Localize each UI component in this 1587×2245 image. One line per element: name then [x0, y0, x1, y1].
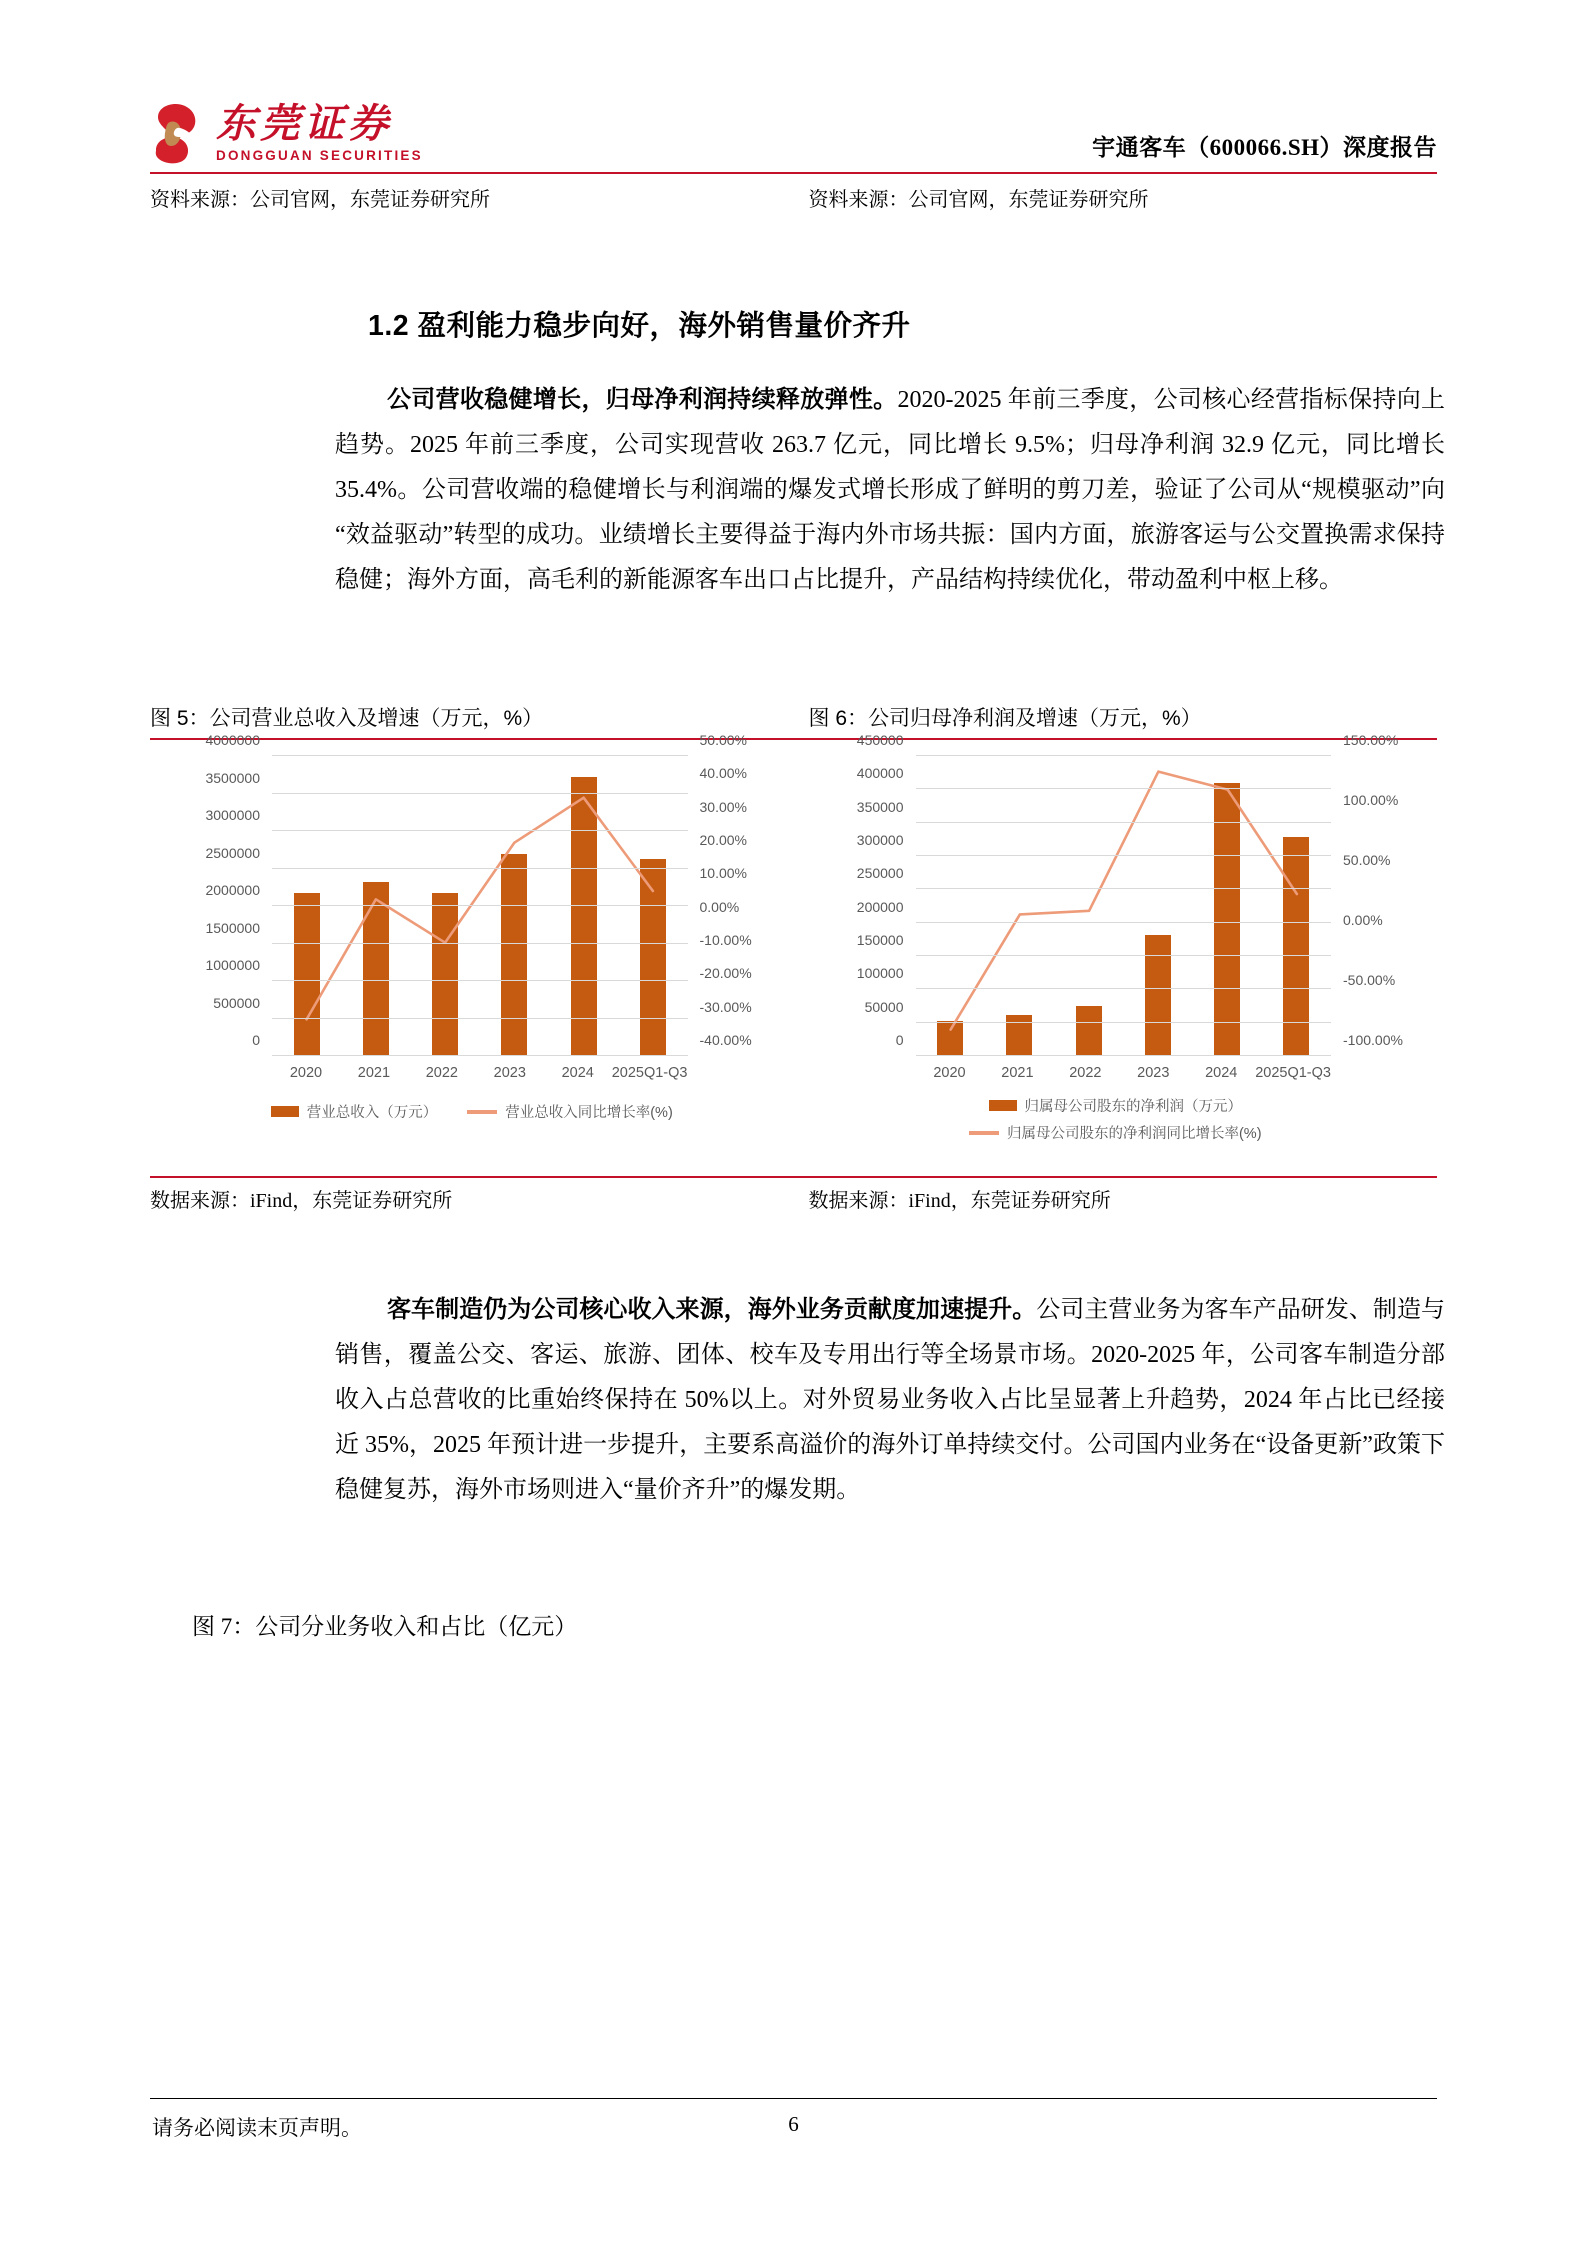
gridline	[916, 922, 1332, 923]
legend-item	[989, 1095, 1243, 1116]
gridline	[272, 980, 688, 981]
paragraph-revenue-profit	[335, 378, 1445, 603]
legend-item	[969, 1122, 1262, 1143]
page-header	[150, 62, 1437, 172]
y-axis-tick-right: -10.00%	[699, 932, 752, 948]
gridline	[272, 868, 688, 869]
top-source-row	[150, 183, 1437, 212]
y-axis-tick-left: 100000	[856, 965, 904, 982]
y-axis-tick-right: 20.00%	[699, 832, 747, 848]
x-axis-label: 2025Q1-Q3	[611, 1065, 688, 1081]
paragraph-business-mix	[335, 1288, 1445, 1513]
figure-6-legend	[808, 1081, 1424, 1143]
gridline	[272, 1018, 688, 1019]
gridline	[272, 793, 688, 794]
page-number: 6	[788, 2112, 799, 2136]
y-axis-tick-right: 0.00%	[699, 898, 740, 915]
y-axis-tick-left: 3000000	[205, 807, 260, 823]
figure-6-plot-area	[856, 732, 1403, 1056]
x-axis-label: 2024	[561, 1065, 594, 1081]
figure-7-caption: 图 7：公司分业务收入和占比（亿元）	[192, 1614, 578, 1639]
x-axis-label: 2022	[1069, 1065, 1102, 1081]
y-axis-tick-right: -100.00%	[1343, 1032, 1403, 1048]
logo-mark-icon	[150, 100, 204, 166]
gridline	[916, 1055, 1332, 1056]
figure-6-chart	[794, 732, 1438, 1176]
y-axis-tick-right: -30.00%	[699, 998, 752, 1015]
logo-text-cn: 东莞证券	[216, 101, 392, 146]
x-axis-label: 2021	[1001, 1065, 1034, 1081]
source-right: 资料来源：公司官网，东莞证券研究所	[808, 189, 1149, 211]
gridline	[916, 755, 1332, 756]
gridline	[272, 905, 688, 906]
footer-disclaimer: 请务必阅读末页声明。	[152, 2116, 362, 2140]
paragraph-2-body: 公司主营业务为客车产品研发、制造与销售，覆盖公交、客运、旅游、团体、校车及专用出行等全场景市场。2020-2025 年，公司客车制造分部收入占总营收的比重始终保持在 50%以上。对外贸易业务收入占比呈显著上升趋势，2024 年占比已经接近 35%，2025 年预计进一步提升，主要系高溢价的海外订单持续交付。公司国内业务在“设备更新”政策下稳健复苏，海外市场则进入“量价齐升”的爆发期。	[335, 1297, 1446, 1503]
y-axis-tick-left: 450000	[856, 732, 904, 748]
figure-6-line-series	[916, 756, 1332, 1056]
data-source-right: 数据来源：iFind，东莞证券研究所	[808, 1190, 1111, 1212]
x-axis-label: 2021	[357, 1065, 391, 1081]
y-axis-tick-left: 3500000	[205, 769, 260, 786]
y-axis-tick-right: 100.00%	[1343, 792, 1399, 808]
gridline	[916, 788, 1332, 789]
y-axis-tick-left: 200000	[856, 898, 904, 915]
y-axis-tick-left: 4000000	[205, 732, 260, 748]
gridline	[272, 755, 688, 756]
source-left: 资料来源：公司官网，东莞证券研究所	[150, 189, 490, 211]
company-logo	[150, 100, 423, 166]
y-axis-tick-right: 50.00%	[1343, 852, 1391, 868]
legend-item	[467, 1101, 673, 1122]
figure-5-plot-area	[205, 732, 752, 1056]
legend-item	[271, 1101, 438, 1122]
figure-5-legend	[164, 1081, 780, 1122]
y-axis-tick-left: 300000	[856, 832, 904, 848]
y-axis-tick-left: 2500000	[205, 844, 260, 861]
figure-5-line-series	[272, 756, 688, 1056]
legend-line-swatch-icon	[467, 1110, 497, 1114]
y-axis-tick-right: -40.00%	[699, 1032, 752, 1048]
gridline	[272, 1055, 688, 1056]
legend-bar-swatch-icon	[271, 1106, 299, 1117]
y-axis-tick-left: 1500000	[205, 919, 260, 936]
x-axis-label: 2025Q1-Q3	[1255, 1065, 1331, 1081]
gridline	[916, 822, 1332, 823]
y-axis-tick-right: 150.00%	[1343, 732, 1399, 748]
y-axis-tick-left: 500000	[213, 994, 260, 1011]
legend-label: 归属母公司股东的净利润（万元）	[1024, 1099, 1242, 1115]
y-axis-tick-right: 10.00%	[699, 865, 747, 882]
legend-line-swatch-icon	[969, 1131, 999, 1135]
data-source-left: 数据来源：iFind，东莞证券研究所	[150, 1190, 453, 1212]
y-axis-tick-left: 250000	[856, 865, 904, 882]
x-axis-label: 2024	[1205, 1065, 1238, 1081]
y-axis-tick-left: 2000000	[205, 882, 260, 898]
x-axis-label: 2020	[933, 1065, 966, 1081]
figure-6-caption: 图 6：公司归母净利润及增速（万元，%）	[808, 707, 1202, 730]
y-axis-tick-left: 50000	[864, 998, 904, 1015]
y-axis-tick-right: 30.00%	[699, 798, 747, 815]
y-axis-tick-left: 1000000	[205, 957, 260, 973]
gridline	[916, 988, 1332, 989]
gridline	[916, 955, 1332, 956]
gridline	[916, 888, 1332, 889]
figure-6-x-labels	[916, 1056, 1332, 1081]
y-axis-tick-right: -50.00%	[1343, 972, 1396, 988]
paragraph-2-lead: 客车制造仍为公司核心收入来源，海外业务贡献度加速提升。	[387, 1297, 1037, 1323]
legend-bar-swatch-icon	[989, 1100, 1017, 1111]
y-axis-tick-right: 0.00%	[1343, 912, 1383, 928]
x-axis-label: 2023	[1137, 1065, 1170, 1081]
figure-caption-row	[150, 702, 1437, 732]
legend-label: 归属母公司股东的净利润同比增长率(%)	[1006, 1126, 1262, 1142]
gridline	[916, 1022, 1332, 1023]
gridline	[272, 830, 688, 831]
legend-label: 营业总收入（万元）	[306, 1105, 438, 1121]
y-axis-tick-left: 0	[895, 1032, 904, 1048]
figure-5-chart	[150, 732, 794, 1176]
logo-text-en: DONGGUAN SECURITIES	[216, 148, 423, 163]
section-heading: 1.2 盈利能力稳步向好，海外销售量价齐升	[368, 310, 911, 342]
y-axis-tick-left: 0	[252, 1032, 260, 1048]
y-axis-tick-right: 40.00%	[699, 765, 747, 782]
paragraph-1-lead: 公司营收稳健增长，归母净利润持续释放弹性。	[387, 387, 898, 413]
y-axis-tick-right: -20.00%	[699, 965, 752, 982]
header-divider	[150, 172, 1437, 174]
gridline	[916, 855, 1332, 856]
footer-divider	[150, 2098, 1437, 2099]
y-axis-tick-left: 350000	[856, 798, 904, 815]
data-source-row	[150, 1184, 1437, 1213]
charts-container	[150, 732, 1437, 1178]
y-axis-tick-left: 400000	[856, 765, 904, 782]
paragraph-1-body: 2020-2025 年前三季度，公司核心经营指标保持向上趋势。2025 年前三季度，公司实现营收 263.7 亿元，同比增长 9.5%；归母净利润 32.9 亿元，同比增长 35.4%。公司营收端的稳健增长与利润端的爆发式增长形成了鲜明的剪刀差，验证了公司从“规模驱动”向“效益驱动”转型的成功。业绩增长主要得益于海内外市场共振：国内方面，旅游客运与公交置换需求保持稳健；海外方面，高毛利的新能源客车出口占比提升，产品结构持续优化，带动盈利中枢上移。	[335, 387, 1445, 593]
y-axis-tick-right: 50.00%	[699, 732, 747, 748]
x-axis-label: 2022	[425, 1065, 458, 1081]
legend-label: 营业总收入同比增长率(%)	[505, 1105, 673, 1121]
gridline	[272, 943, 688, 944]
figure-5-caption: 图 5：公司营业总收入及增速（万元，%）	[150, 707, 544, 730]
y-axis-tick-left: 150000	[856, 932, 904, 948]
figure-5-x-labels	[272, 1056, 688, 1081]
x-axis-label: 2023	[493, 1065, 526, 1081]
report-title: 宇通客车（600066.SH）深度报告	[1092, 135, 1437, 160]
x-axis-label: 2020	[289, 1065, 323, 1081]
